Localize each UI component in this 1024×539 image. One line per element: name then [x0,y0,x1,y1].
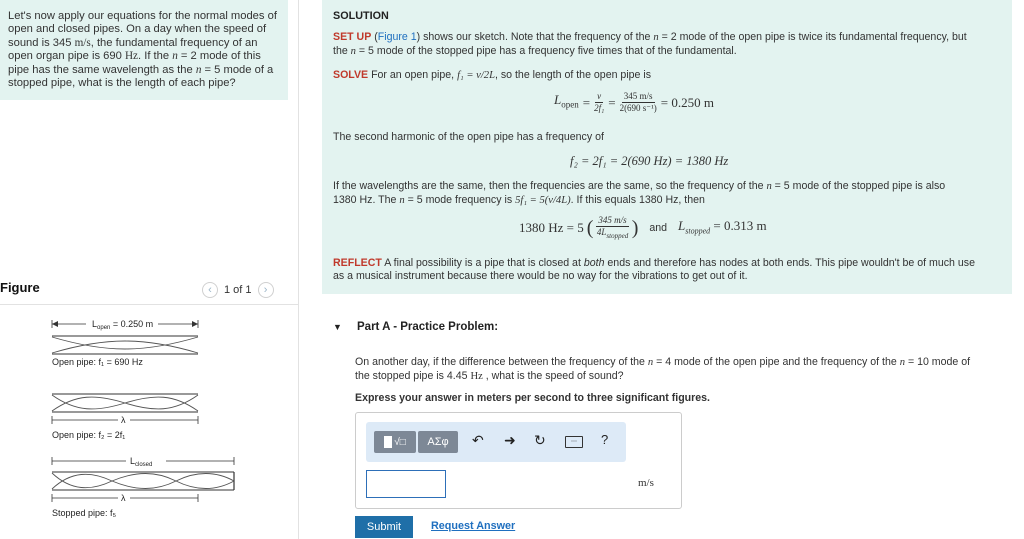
equation-f2: f₂ = 2f₁ = 2(690 Hz) = 1380 Hz [570,154,729,168]
reset-icon[interactable]: ↻ [534,432,546,448]
math-n: n [195,63,202,76]
solve-paragraph [333,69,651,83]
open-pipe-2-label: Open pipe: f₂ = 2f₁ [52,430,126,440]
setup-label: SET UP [333,31,372,43]
open-pipe-1-label: Open pipe: f₁ = 690 Hz [52,357,143,367]
templates-button[interactable] [374,431,416,453]
eq-lhs: 1380 Hz = 5 [519,220,584,236]
submit-button[interactable]: Submit [355,516,413,538]
text: = 5 mode of a [201,63,274,76]
stopped-pipe-label: Stopped pipe: f₅ [52,508,117,518]
text: For an open pipe, [368,69,458,81]
text: = 5 mode of the stopped pipe is also [771,180,946,192]
lambda-label: λ [121,493,126,503]
part-a-question [355,356,1015,383]
part-a-title[interactable]: Part A - Practice Problem: [357,321,499,333]
math-n: n [647,357,654,368]
text: . If the [138,50,173,63]
second-harmonic-text: The second harmonic of the open pipe has a frequency of [333,131,604,143]
text: , so the length of the open pipe is [494,69,652,81]
l-closed-label: $L_{closed}$ [130,456,153,468]
request-answer-link[interactable]: Request Answer [431,520,516,532]
eq-lhs: $L_{open}$ [554,92,579,110]
math-n: n [399,194,405,206]
answer-instructions: Express your answer in meters per second to three significant figures. [355,392,710,404]
open-pipe-2 [52,394,198,440]
text: = 10 mode of [905,356,971,368]
sqrt-icon: √□ [394,436,406,448]
text: On another day, if the difference between the frequency of the [355,356,648,368]
text: the [333,44,351,57]
help-icon[interactable]: ? [601,432,609,447]
pipe-diagram [46,312,246,522]
text: ) shows our sketch. Note that the frequency of the [416,31,654,43]
math-toolbar [366,422,626,462]
answer-input[interactable] [366,470,446,498]
and-text: and [649,222,668,235]
problem-line: open and closed pipes. On a day when the speed of [8,23,267,36]
stopped-pipe [52,472,234,518]
figure-divider [0,304,298,305]
setup-paragraph: SET UP (Figure 1) shows our sketch. Note that the frequency of the n = 2 mode of the open pipe is twice its fundamental frequency, but the n = 5 mode of the stopped pipe has a frequency five times that of the fundamental. [333,31,967,57]
text: = 2 mode of the open pipe is twice its fundamental frequency, but [658,31,967,43]
greek-label: ΑΣφ [427,436,449,448]
problem-statement [0,0,288,100]
equation-l-stopped: 1380 Hz = 5 ( $\frac{345 m/s}{4L_{stopped}}$ ) and $L_{stopped} = 0.313$ m [519,215,767,240]
eq-result: $L_{stopped} = 0.313$ m [678,217,767,236]
l-open-label: $L_{open} = 0.250$ m [92,319,154,331]
unit-text: Hz [470,370,483,382]
l-open-dimension [52,319,198,331]
collapse-caret-icon[interactable]: ▼ [333,322,342,332]
text: = 4 mode of the open pipe and the frequency of the [653,356,900,368]
lambda-label: λ [121,415,126,425]
figure-title: Figure [0,280,40,295]
text: = 5 mode of the stopped pipe has a frequency five times that of the fundamental. [355,44,737,57]
math-n: n [766,181,772,192]
l-closed-dimension [52,456,234,468]
reflect-paragraph [333,257,1003,282]
reflect-label: REFLECT [333,257,382,269]
unit-text: Hz [124,50,138,63]
text: If the wavelengths are the same, then the frequencies are the same, so the frequency of the [333,180,767,192]
text: , what is the speed of sound? [482,369,624,382]
keyboard-icon[interactable]: ⋯ [565,436,583,448]
math-eq: 5f₁ = 5(v/4L) [515,194,571,206]
text: . If this equals 1380 Hz, then [570,193,705,206]
figure-pager [202,282,274,298]
unit-text: m/s [74,36,91,49]
eq-fraction: $\frac{v}{\text{2f₁}}$ [594,91,605,113]
text: , the fundamental frequency of an [90,36,258,49]
text: A final possibility is a pipe that is closed at [381,257,584,269]
emphasis: both [583,257,605,269]
math-n: n [653,32,659,43]
open-pipe-1 [52,336,198,367]
problem-line: stopped pipe, what is the length of each pipe? [8,77,236,90]
solution-panel [322,0,1012,294]
text: = 2 mode of this [177,50,261,63]
text: sound is 345 [8,36,75,49]
eq-result: = 0.250 m [660,94,714,110]
equation-l-open: $L_{open}$ = $\frac{v}{\text{2f₁}}$ = $\frac{345 m/s}{\text{2(690 s⁻¹)}}$ = 0.250 m [554,91,714,113]
wavelength-paragraph [333,180,1003,207]
units-label: m/s [638,477,654,489]
figure-page-count: 1 of 1 [224,284,252,296]
text: ends and therefore has nodes at both ends. This pipe wouldn't be of much use [604,257,975,269]
text: the stopped pipe is 4.45 [355,369,471,382]
eq-fraction: $\frac{345 m/s}{\text{2(690 s⁻¹)}}$ [619,91,657,113]
undo-icon[interactable]: ↶ [472,432,484,448]
text: 1380 Hz. The [333,193,400,206]
figure-link[interactable]: Figure 1 [377,31,417,43]
problem-line: Let's now apply our equations for the normal modes of [8,10,277,22]
math-n: n [899,357,905,368]
math-eq: f₁ = v/2L [457,70,495,81]
template-icon [384,436,392,448]
chevron-left-icon[interactable]: ‹ [202,282,218,298]
chevron-right-icon[interactable]: › [258,282,274,298]
text: open organ pipe is 690 [8,50,125,63]
math-n: n [350,45,356,57]
solution-heading: SOLUTION [333,10,389,22]
panel-divider [298,0,299,539]
problem-line [8,37,280,50]
math-n: n [172,50,178,63]
greek-symbols-button[interactable] [418,431,458,453]
problem-line [8,64,280,77]
solve-label: SOLVE [333,69,369,81]
text: = 5 mode frequency is [404,193,516,206]
problem-line [8,50,280,63]
redo-icon[interactable]: ➜ [504,432,516,448]
text: pipe has the same wavelength as the [8,63,196,76]
eq-fraction: $\frac{345 m/s}{4L_{stopped}}$ [596,215,629,240]
text: as a musical instrument because there would be no way for the vibrations to get out of it. [333,269,748,282]
